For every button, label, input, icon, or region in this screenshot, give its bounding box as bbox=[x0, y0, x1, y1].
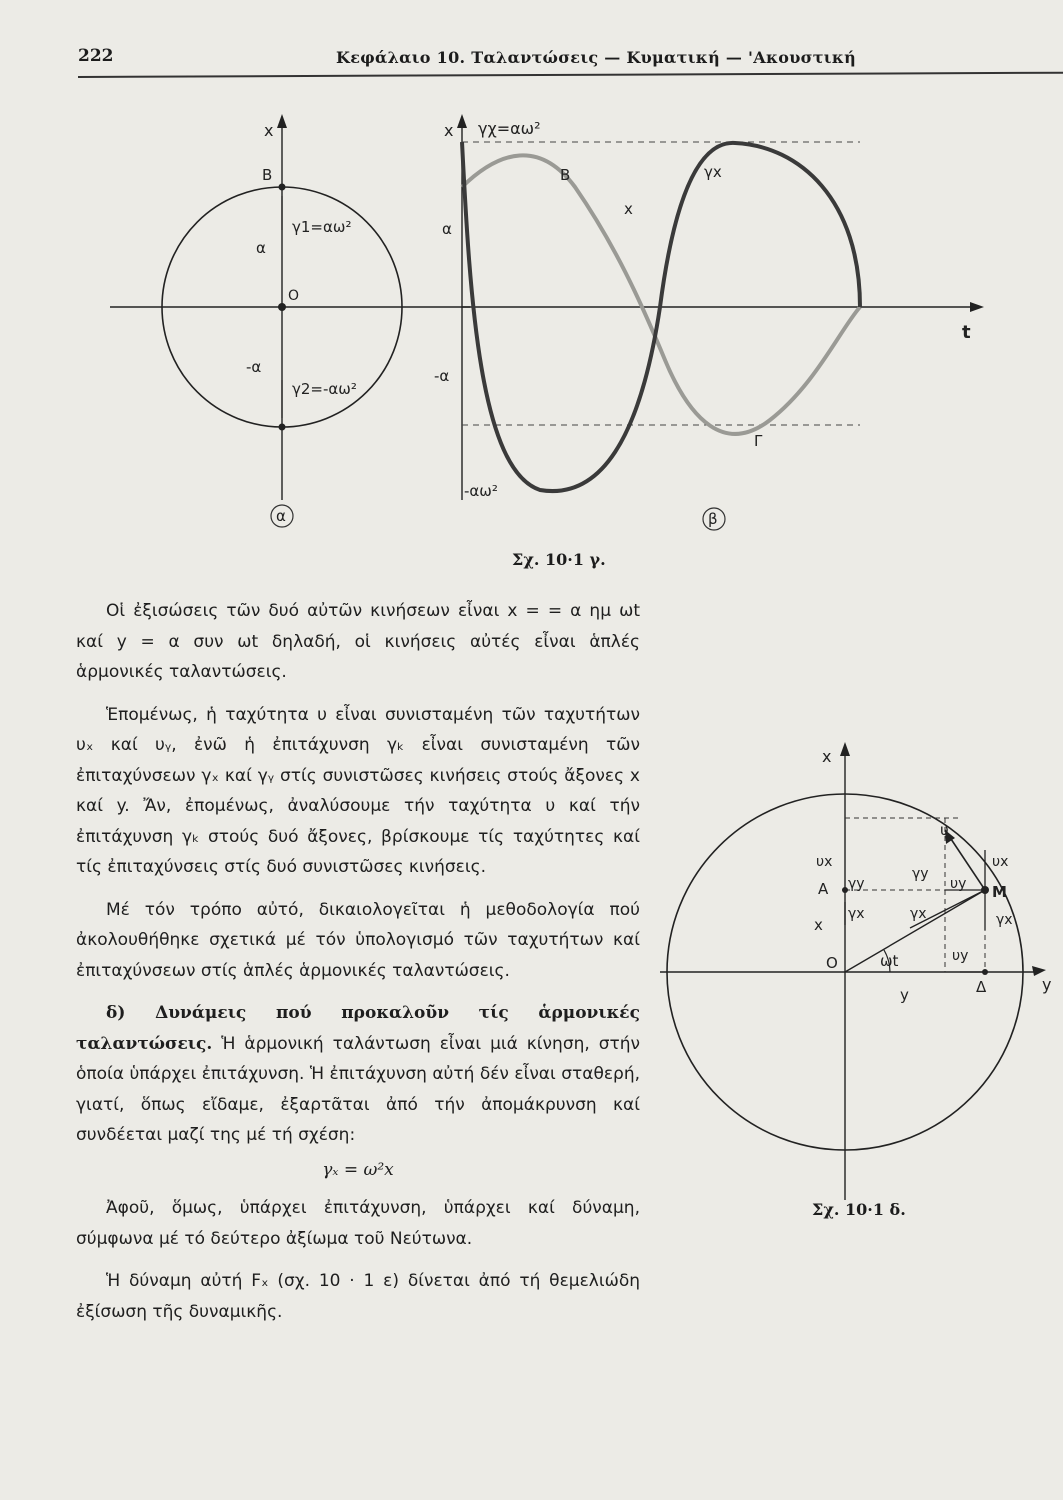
section-heading-d: δ) Δυνάμεις πού προκαλοῦν τίς ἁρμονικές ταλαντώσεις. bbox=[76, 1003, 640, 1054]
label-vx-left: υx bbox=[816, 854, 833, 870]
label-B-b: B bbox=[560, 166, 571, 184]
label-t: t bbox=[962, 322, 971, 343]
paragraph-5: Ἀφοῦ, ὅμως, ὑπάρχει ἐπιτάχυνση, ὑπάρχει καί δύναμη, σύμφωνα μέ τό δεύτερο ἀξίωμα τοῦ Νεύτωνα. bbox=[76, 1198, 640, 1249]
label-O: O bbox=[288, 288, 300, 304]
label-v: υ bbox=[940, 821, 949, 839]
formula-gx: γₓ = ω²x bbox=[322, 1159, 394, 1180]
label-A: A bbox=[818, 880, 829, 898]
paragraph-2: Ἑπομένως, ἡ ταχύτητα υ εἶναι συνισταμένη τῶν ταχυτήτων υₓ καί υᵧ, ἐνῶ ἡ ἐπιτάχυνση γₖ εἶναι συνισταμένη τῶν ἐπιταχύνσεων γₓ καί γᵧ στίς συνιστῶσες κινήσεις στούς ἄξονες x καί y. Ἄν, ἐπομένως, ἀναλύσουμε τήν ταχύτητα υ καί τήν ἐπιτάχυνση γₖ στούς δυό ἄξονες, βρίσκουμε τίς ταχύτητες καί τίς ἐπιταχύνσεις στίς δυό συνιστῶσες κινήσεις. bbox=[76, 704, 640, 877]
panel-alpha-label: α bbox=[276, 507, 286, 525]
label-M: M bbox=[992, 883, 1007, 901]
label-O-delta: O bbox=[826, 954, 838, 972]
label-gx-min: -αω² bbox=[464, 482, 498, 500]
label-curve-x: x bbox=[624, 200, 633, 218]
paragraph-4-text: Ἡ ἁρμονική ταλάντωση εἶναι μιά κίνηση, στήν ὁποία ὑπάρχει ἐπιτάχυνση. Ἡ ἐπιτάχυνση αὐτή δέν εἶναι σταθερή, γιατί, ὅπως εἴδαμε, ἐξαρτᾶται ἀπό τήν ἀπομάκρυνση καί συνδέεται μαζί της μέ τή σχέση: bbox=[76, 1033, 640, 1145]
label-x-b: x bbox=[444, 121, 454, 140]
label-gx-right: γx bbox=[996, 912, 1013, 928]
label-G: Γ bbox=[754, 432, 763, 450]
label-D: Δ bbox=[976, 978, 987, 996]
label-y-bottom: y bbox=[900, 986, 909, 1004]
label-alpha-b: α bbox=[442, 220, 452, 238]
label-gx-left: γx bbox=[848, 906, 865, 922]
body-text bbox=[76, 596, 640, 1339]
caption-10-1-gamma: Σχ. 10·1 γ. bbox=[512, 550, 606, 569]
label-B-a: B bbox=[262, 166, 273, 184]
label-gamma2: γ2=-αω² bbox=[292, 380, 357, 398]
label-x-a: x bbox=[264, 121, 274, 140]
point-D bbox=[982, 969, 988, 975]
label-vy: υy bbox=[950, 876, 967, 892]
panel-beta-label: β bbox=[708, 510, 718, 528]
label-alpha-upper: α bbox=[256, 239, 266, 257]
label-curve-gx: γx bbox=[704, 163, 722, 181]
label-y-delta: y bbox=[1042, 975, 1052, 994]
label-gamma1: γ1=αω² bbox=[292, 218, 352, 236]
label-gx-mid: γx bbox=[910, 906, 927, 922]
label-x-side: x bbox=[814, 916, 823, 934]
paragraph-4 bbox=[76, 998, 640, 1151]
label-minus-alpha-b: -α bbox=[434, 367, 450, 385]
page-number: 222 bbox=[78, 46, 114, 66]
label-gy-mid: γy bbox=[912, 866, 929, 882]
label-x-delta: x bbox=[822, 747, 832, 766]
paragraph-1: Οἱ ἐξισώσεις τῶν δυό αὐτῶν κινήσεων εἶναι x = = α ημ ωt καί y = α συν ωt δηλαδή, οἱ κινήσεις αὐτές εἶναι ἁπλές ἁρμονικές ταλαντώσεις. bbox=[76, 601, 640, 682]
running-head: Κεφάλαιο 10. Ταλαντώσεις — Κυματική — 'Ακουστική bbox=[336, 48, 857, 67]
label-gy-left: γy bbox=[848, 876, 865, 892]
label-vy-bottom: υy bbox=[952, 948, 969, 964]
label-alpha-lower: -α bbox=[246, 358, 262, 376]
paragraph-3: Μέ τόν τρόπο αὐτό, δικαιολογεῖται ἡ μεθοδολογία πού ἀκολουθήθηκε σχετικά μέ τόν ὑπολογισμό τῶν ταχυτήτων καί ἐπιταχύνσεων στίς ἁπλές ἁρμονικές ταλαντώσεις. bbox=[76, 899, 640, 981]
paragraph-6: Ἡ δύναμη αὐτή Fₓ (σχ. 10 · 1 ε) δίνεται ἀπό τή θεμελιώδη ἐξίσωση τῆς δυναμικῆς. bbox=[76, 1271, 640, 1322]
label-omega-t: ωt bbox=[880, 952, 899, 970]
label-gx-max: γχ=αω² bbox=[478, 119, 541, 138]
label-vx-right: υx bbox=[992, 854, 1009, 870]
delta-x-arrow bbox=[840, 742, 850, 756]
caption-10-1-delta: Σχ. 10·1 δ. bbox=[812, 1200, 906, 1219]
